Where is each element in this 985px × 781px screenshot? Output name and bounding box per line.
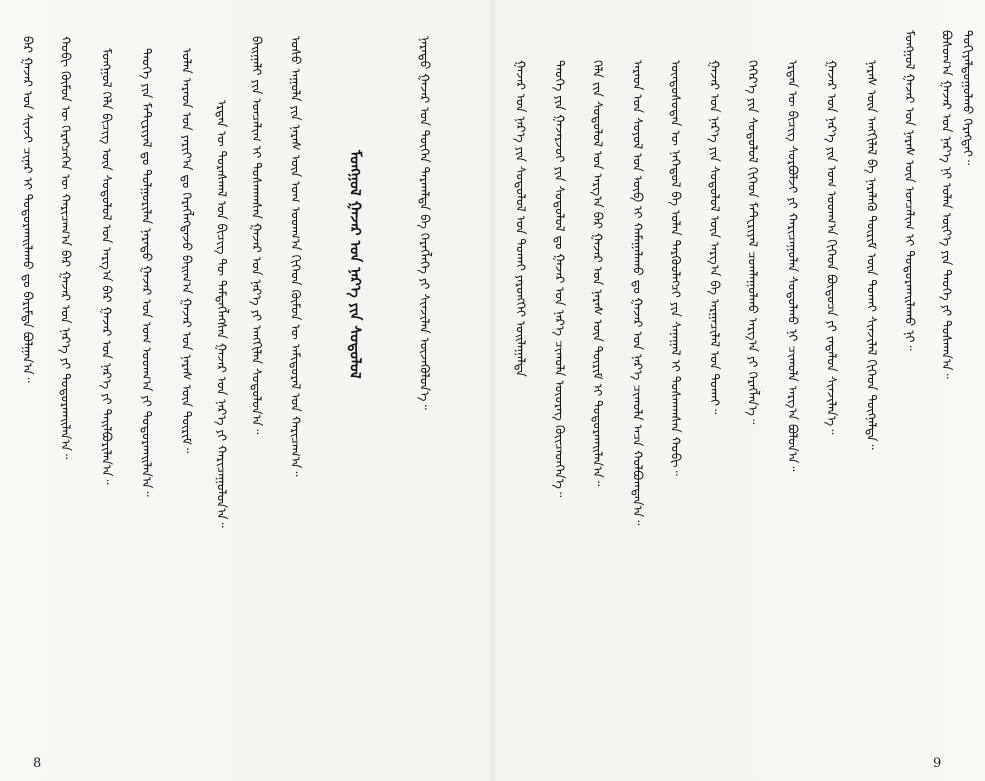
- text-column: ᠣᠯᠠᠨ ᠠᠷᠠᠳ ᠤᠨ ᠶᠠᠷᠢᠶ᠎ᠠ ᠳᠤ ᠬᠡᠷᠡᠭᠯᠡᠭᠳᠡᠵᠦ ᠪᠠᠢᠭ᠎ᠠ ᠭᠠᠵᠠᠷ ᠤᠨ ᠨᠡᠷᠡᠰ ᠦᠨ ᠳᠦᠷᠢᠮ᠃: [179, 48, 195, 454]
- right-page: [493, 0, 985, 781]
- text-column: ᠨᠡᠷᠡᠰ ᠦᠨ ᠠᠩᠭᠢᠯᠠᠯ ᠪᠠ ᠨᠡᠷᠡᠯᠡᠬᠦ ᠳᠦᠷᠢᠮ ᠦᠨ ᠲᠤᠬᠠᠢ ᠰᠢᠨᠵᠢᠯᠡᠯ ᠬᠢᠭᠡᠳ ᠳᠦᠭᠨᠡᠯᠲᠡ᠃: [864, 60, 880, 450]
- text-column: ᠤᠰᠤ ᠠᠭᠤᠯᠠ ᠶᠢᠨ ᠨᠡᠷᠡᠰ ᠦᠨ ᠤᠭ ᠤᠳᠬ᠎ᠠ ᠬᠢᠭᠡᠳ ᠬᠦᠮᠦᠨ ᠦ ᠠᠮᠢᠳᠤᠷᠠᠯ ᠤᠨ ᠬᠠᠷᠢᠴᠠᠭ᠎ᠠ᠃: [288, 36, 304, 477]
- text-column: ᠮᠣᠩᠭᠣᠯ ᠬᠡᠯᠡ ᠪᠢᠴᠢᠭ ᠦᠨ ᠰᠤᠳᠤᠯᠤᠯ ᠤᠨ ᠠᠷᠭ᠎ᠠ ᠪᠠᠷ ᠭᠠᠵᠠᠷ ᠤᠨ ᠨᠡᠷ᠎ᠡ ᠶᠢ ᠲᠠᠢᠯᠪᠤᠷᠢᠯᠠᠨ᠎ᠠ᠃: [99, 48, 115, 485]
- text-column: ᠲᠡᠦᠬᠡ ᠶᠢᠨ ᠮᠠᠲ᠋ᠧᠷᠢᠶᠠᠯ ᠳᠤ ᠲᠤᠯᠭᠤᠷᠢᠯᠠᠨ ᠨᠡᠷᠡᠲᠦ ᠭᠠᠵᠠᠷ ᠤᠨ ᠤᠭ ᠤᠳᠬ᠎ᠠ ᠶᠢ ᠲᠣᠳᠣᠷᠬᠠᠢᠯᠠᠨ᠎ᠠ᠃: [139, 48, 155, 497]
- text-column: ᠬᠡᠯᠡ ᠵᠢᠨ ᠰᠤᠳᠤᠯᠤᠯ ᠤᠨ ᠠᠷᠭ᠎ᠠ ᠪᠠᠷ ᠭᠠᠵᠠᠷ ᠤᠨ ᠨᠡᠷᠡᠰ ᠦᠨ ᠳᠦᠷᠢᠮ ᠢ ᠲᠣᠳᠣᠷᠬᠠᠢᠯᠠᠨ᠎ᠠ᠃: [590, 60, 606, 487]
- text-column: ᠠᠷᠠᠳ ᠤᠨ ᠰᠣᠶᠣᠯ ᠤᠨ ᠥᠪ ᠢ ᠬᠠᠮᠠᠭᠠᠯᠠᠬᠤ ᠳᠤ ᠭᠠᠵᠠᠷ ᠤᠨ ᠨᠡᠷ᠎ᠡ ᠴᠢᠬᠤᠯᠠ ᠠᠴᠠ ᠬᠣᠯᠪᠣᠭᠳᠠᠨ᠎ᠠ᠃: [630, 60, 646, 526]
- text-column: ᠭᠠᠵᠠᠷ ᠤᠨ ᠨᠡᠷ᠎ᠡ ᠶᠢᠨ ᠤᠭ ᠤᠳᠬ᠎ᠠ ᠬᠢᠭᠡᠳ ᠪᠦᠲᠦᠴᠡ ᠶᠢ ᠵᠠᠳᠠᠯᠤᠨ ᠰᠢᠨᠵᠢᠯᠡᠨ᠎ᠡ᠃: [824, 60, 840, 435]
- text-column: ᠬᠤᠪᠢ ᠬᠦᠮᠦᠨ ᠦ ᠬᠡᠷᠡᠭᠴᠡᠭᠡᠨ ᠦ ᠬᠠᠷᠢᠴᠠᠭ᠎ᠠ ᠪᠡᠷ ᠭᠠᠵᠠᠷ ᠤᠨ ᠨᠡᠷ᠎ᠡ ᠶᠢ ᠲᠣᠳᠣᠷᠬᠠᠢᠯᠠᠨ᠎ᠠ᠃: [58, 36, 74, 460]
- text-column: ᠲᠡᠦᠬᠡ ᠶᠢᠨ ᠭᠠᠵᠠᠷᠵᠦᠢ ᠶᠢᠨ ᠰᠤᠳᠤᠯᠤᠯ ᠳᠤ ᠭᠠᠵᠠᠷ ᠤᠨ ᠨᠡᠷ᠎ᠡ ᠴᠢᠬᠤᠯᠠ ᠦᠦᠷᠡᠭ ᠭᠦᠢᠴᠡᠳᠭᠡᠨ᠎ᠡ᠃: [552, 60, 568, 498]
- text-column: ᠡᠷᠲᠡᠨ ᠦ ᠪᠢᠴᠢᠭ ᠰᠤᠷᠪᠤᠯᠵᠢ ᠶᠢ ᠬᠠᠷᠢᠴᠠᠭᠤᠯᠠᠨ ᠰᠤᠳᠤᠯᠬᠤ ᠨᠢ ᠴᠢᠬᠤᠯᠠ ᠠᠷᠭ᠎ᠠ ᠪᠣᠯᠤᠨ᠎ᠠ᠃: [785, 60, 801, 472]
- page-number: 9: [933, 756, 942, 771]
- text-column: ᠪᠣᠰᠣᠭ᠎ᠠ ᠭᠠᠵᠠᠷ ᠤᠨ ᠨᠡᠷ᠎ᠡ ᠨᠢ ᠣᠯᠠᠨ ᠦᠶ᠎ᠡ ᠶᠢᠨ ᠲᠡᠦᠬᠡ ᠶᠢ ᠲᠤᠰᠬᠠᠨ᠎ᠠ᠃: [939, 30, 955, 379]
- text-column: ᠲᠣᠬᠢᠶᠠᠯᠳᠤᠭᠤᠯᠬᠤ ᠬᠡᠷᠡᠭᠲᠡᠢ᠃: [960, 30, 976, 166]
- text-column: ᠬᠡᠭᠡᠷ᠎ᠡ ᠶᠢᠨ ᠰᠤᠳᠤᠯᠤᠯ ᠬᠢᠭᠡᠳ ᠮᠠᠲ᠋ᠧᠷᠢᠶᠠᠯ ᠴᠤᠭᠯᠠᠭᠤᠯᠬᠤ ᠠᠷᠭ᠎ᠠ ᠶᠢ ᠬᠡᠷᠡᠭᠯᠡᠨ᠎ᠡ᠃: [745, 60, 761, 425]
- text-column: ᠭᠠᠵᠠᠷ ᠤᠨ ᠨᠡᠷ᠎ᠡ ᠶᠢᠨ ᠰᠤᠳᠤᠯᠤᠯ ᠦᠨ ᠠᠷᠭ᠎ᠠ ᠪᠠ ᠠᠷᠭᠠᠴᠢᠯᠠᠯ ᠤᠨ ᠲᠤᠬᠠᠢ᠃: [707, 60, 723, 415]
- text-column: ᠡᠷᠲᠡᠨ ᠦ ᠳᠤᠷᠠᠰᠬᠠᠯ ᠤᠨ ᠪᠢᠴᠢᠭ ᠲᠦ ᠲᠡᠮᠳᠡᠭᠯᠡᠭᠰᠡᠨ ᠭᠠᠵᠠᠷ ᠤᠨ ᠨᠡᠷ᠎ᠡ ᠶᠢ ᠬᠠᠷᠢᠴᠠᠭᠤᠯᠤᠨ᠎ᠠ᠃: [214, 100, 230, 528]
- text-column: ᠦᠨᠳᠦᠰᠦᠲᠡᠨ ᠦ ᠨᠡᠭᠡᠳᠦᠯ ᠪᠠ ᠣᠯᠠᠨ ᠲᠡᠷᠭᠦᠦᠯᠡᠭᠴᠢ ᠶᠢᠨ ᠰᠠᠨᠠᠭᠠᠯ ᠢ ᠲᠤᠰᠬᠠᠭᠰᠠᠨ ᠬᠤᠪᠢ᠃: [668, 60, 684, 476]
- left-page: [0, 0, 492, 781]
- text-column: ᠪᠠᠢᠭᠠᠯᠢ ᠶᠢᠨ ᠣᠨᠴᠠᠯᠢᠭ ᠢ ᠲᠤᠰᠬᠠᠭᠰᠠᠨ ᠭᠠᠵᠠᠷ ᠤᠨ ᠨᠡᠷ᠎ᠡ ᠶᠢ ᠠᠩᠭᠢᠯᠠᠨ ᠰᠤᠳᠤᠯᠤᠨ᠎ᠠ᠃: [249, 36, 265, 435]
- text-column: ᠮᠣᠩᠭᠣᠯ ᠭᠠᠵᠠᠷ ᠤᠨ ᠨᠡᠷᠡᠰ ᠦᠨ ᠣᠨᠴᠠᠯᠢᠭ ᠢ ᠲᠣᠳᠣᠷᠬᠠᠢᠯᠠᠬᠤ ᠨᠢ᠃: [902, 30, 918, 351]
- text-column: ᠭᠠᠵᠠᠷ ᠤᠨ ᠨᠡᠷ᠎ᠡ ᠶᠢᠨ ᠰᠤᠳᠤᠯᠤᠯ ᠤᠨ ᠲᠤᠬᠠᠢ ᠶᠡᠷᠦᠩᠬᠡᠢ ᠣᠢᠯᠠᠭᠠᠯᠲᠠ: [513, 60, 529, 377]
- chapter-heading: ᠮᠣᠩᠭᠣᠯ ᠭᠠᠵᠠᠷ ᠤᠨ ᠨᠡᠷ᠎ᠡ ᠶᠢᠨ ᠰᠤᠳᠤᠯᠤᠯ: [346, 150, 364, 379]
- text-column: ᠨᠡᠷᠡᠲᠦ ᠭᠠᠵᠠᠷ ᠤᠨ ᠲᠦᠭᠡᠨ ᠲᠠᠷᠬᠠᠯᠲᠠ ᠪᠠ ᠬᠡᠷᠡᠭᠯᠡᠭᠡ ᠶᠢ ᠰᠢᠨᠵᠢᠯᠡᠨ ᠦᠵᠡᠭᠦᠯᠦᠨ᠎ᠡ᠃: [417, 36, 433, 410]
- page-number: 8: [33, 756, 42, 771]
- text-column: ᠪᠡᠷ ᠭᠠᠵᠠᠷ ᠤᠨ ᠰᠢᠨᠵᠢ ᠴᠢᠨᠠᠷ ᠢ ᠲᠣᠳᠣᠷᠬᠠᠢᠯᠠᠬᠤ ᠳᠤ ᠪᠠᠷᠢᠮᠲᠠ ᠪᠣᠯᠭᠠᠨ᠎ᠠ᠃: [20, 36, 36, 383]
